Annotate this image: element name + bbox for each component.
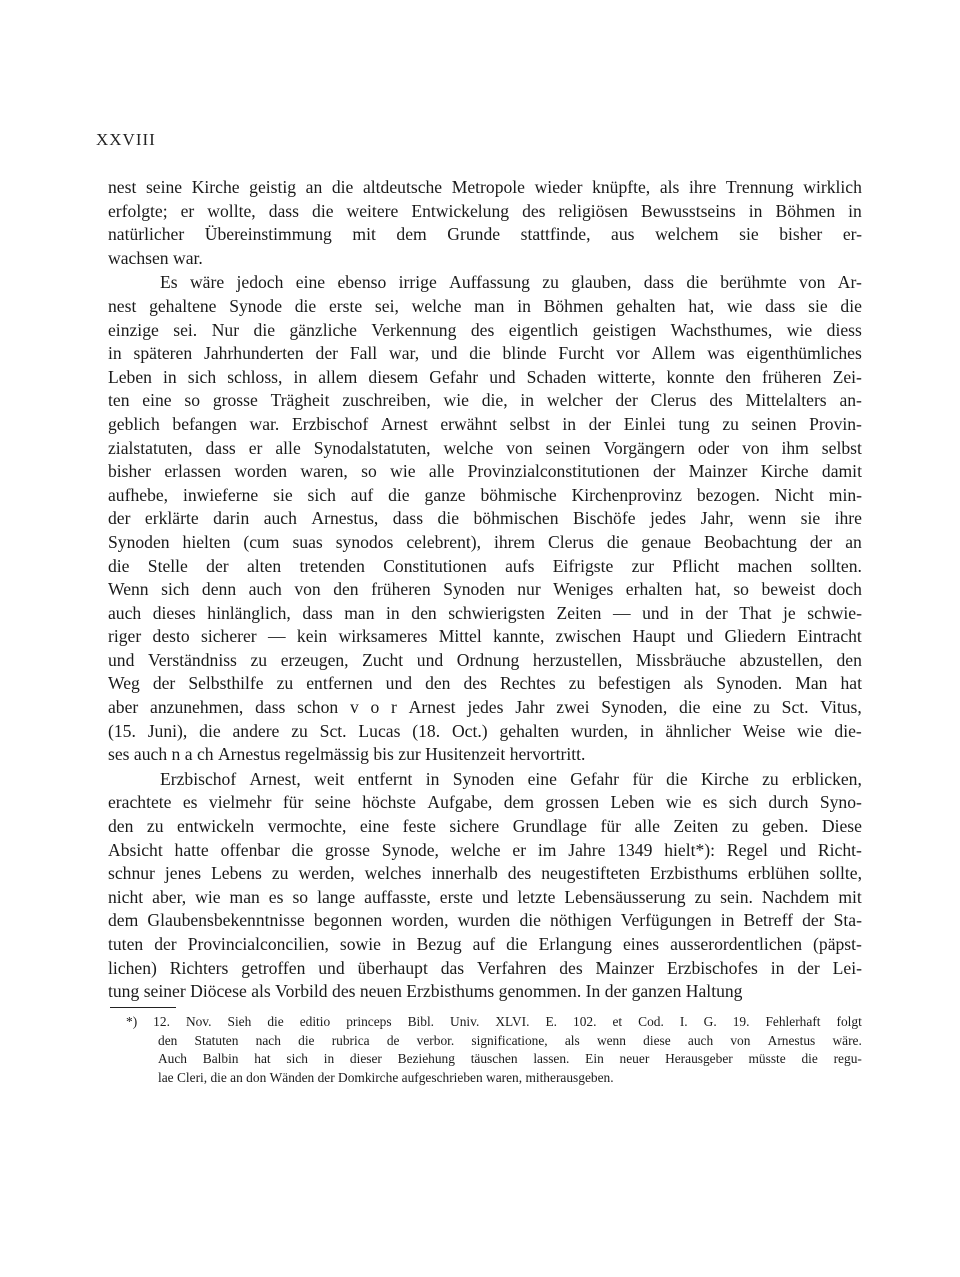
footnote-line: *) 12. Nov. Sieh die editio princeps Bibl. Univ. XLVI. E. 102. et Cod. I. G. 19. Fehlerhaft folgt bbox=[126, 1014, 862, 1029]
text-line: die Stelle der alten tretenden Constitutionen aufs Eifrigste zur Pflicht machen sollten. bbox=[108, 555, 862, 576]
footnote-rule bbox=[110, 1007, 176, 1008]
text-line: erachtete es vielmehr für seine höchste Aufgabe, dem grossen Leben wie es sich durch Syno- bbox=[108, 792, 862, 813]
text-line: dem Glaubensbekenntnisse begonnen worden, wurden die nöthigen Verfügungen in Betreff der Sta- bbox=[108, 910, 862, 931]
text-line: in späteren Jahrhunderten der Fall war, und die blinde Furcht vor Allem was eigenthümliches bbox=[108, 343, 862, 364]
paragraph bbox=[108, 768, 862, 1004]
paragraph bbox=[108, 271, 862, 766]
text-line: der erklärte darin auch Arnestus, dass die böhmischen Bischöfe jedes Jahr, wenn sie ihre bbox=[108, 508, 862, 529]
body-text bbox=[108, 176, 862, 1004]
text-line: einzige sei. Nur die gänzliche Verkennung des eigentlich geistigen Wachsthumes, wie diess bbox=[108, 319, 862, 340]
text-line: Weg der Selbsthilfe zu entfernen und den des Rechtes zu befestigen als Synoden. Man hat bbox=[108, 673, 862, 694]
text-line: lichen) Richters getroffen und überhaupt das Verfahren des Mainzer Erzbischofes in der Lei- bbox=[108, 957, 862, 978]
text-line: aufhebe, inwieferne sie sich auf die ganze böhmische Kirchenprovinz bezogen. Nicht min- bbox=[108, 484, 862, 505]
text-line: Erzbischof Arnest, weit entfernt in Synoden eine Gefahr für die Kirche zu erblicken, bbox=[160, 768, 862, 789]
text-line: nest gehaltene Synode die erste sei, welche man in Böhmen gehalten hat, wie dass sie die bbox=[108, 295, 862, 316]
text-line: schnur jenes Lebens zu werden, welches innerhalb des neugestifteten Erzbisthums erblühen sollte, bbox=[108, 863, 862, 884]
text-line: Wenn sich denn auch von den früheren Synoden nur Weniges erhalten hat, so beweist doch bbox=[108, 579, 862, 600]
text-line: bisher erlassen worden waren, so wie alle Provinzialconstitutionen der Mainzer Kirche damit bbox=[108, 461, 862, 482]
text-line: tuten der Provincialconcilien, sowie in Bezug auf die Erlangung eines ausserordentlichen (päpst- bbox=[108, 934, 862, 954]
text-line: ten eine so grosse Trägheit zuschreiben, wie die, in welcher der Clerus des Mittelalters an- bbox=[108, 390, 862, 411]
text-line: nest seine Kirche geistig an die altdeutsche Metropole wieder knüpfte, als ihre Trennung wirklich bbox=[108, 177, 862, 197]
text-line: Es wäre jedoch eine ebenso irrige Auffassung zu glauben, dass die berühmte von Ar- bbox=[160, 272, 862, 293]
text-line: erfolgte; er wollte, dass die weitere Entwickelung des religiösen Bewusstseins in Böhmen in bbox=[108, 200, 862, 221]
text-line: nicht aber, wie man es so lange auffasste, erste und letzte Lebensäusserung zu sein. Nachdem mit bbox=[108, 886, 862, 907]
text-line: natürlicher Übereinstimmung mit dem Grunde stattfinde, aus welchem sie bisher er- bbox=[108, 224, 862, 245]
footnote-line: Auch Balbin hat sich in dieser Beziehung täuschen lassen. Ein neuer Herausgeber müsste die regu- bbox=[158, 1051, 862, 1066]
footnote-line: lae Cleri, die an don Wänden der Domkirche aufgeschrieben waren, mitherausgeben. bbox=[158, 1069, 614, 1085]
footnote bbox=[108, 1013, 862, 1087]
text-line: und Verständniss zu erzeugen, Zucht und Ordnung herzustellen, Missbräuche abzustellen, den bbox=[108, 649, 862, 670]
text-line: wachsen war. bbox=[108, 247, 203, 268]
text-line: auch dieses hinlänglich, dass man in den schwierigsten Zeiten — und in der That je schwie- bbox=[108, 602, 862, 623]
text-line: (15. Juni), die andere zu Sct. Lucas (18. Oct.) gehalten wurden, in ähnlicher Weise wie die- bbox=[108, 720, 862, 741]
footnote-line: den Statuten nach die rubrica de verbor. significatione, als wenn diese auch von Arnestus wäre. bbox=[158, 1032, 862, 1048]
text-line: aber anzunehmen, dass schon v o r Arnest jedes Jahr zwei Synoden, die eine zu Sct. Vitus, bbox=[108, 697, 862, 718]
page-number-header: XXVIII bbox=[96, 130, 156, 149]
text-line: zialstatuten, dass er alle Synodalstatuten, welche von seinen Vorgängern oder von ihm selbst bbox=[108, 437, 862, 458]
text-line: geblich befangen war. Erzbischof Arnest erwähnt selbst in der Einlei tung zu seinen Provin- bbox=[108, 413, 862, 434]
text-line: Synoden hielten (cum suas synodos celebrent), ihrem Clerus die genaue Beobachtung der an bbox=[108, 531, 862, 552]
text-line: ses auch n a ch Arnestus regelmässig bis zur Husitenzeit hervortritt. bbox=[108, 744, 586, 765]
text-line: Absicht hatte offenbar die grosse Synode, welche er im Jahre 1349 hielt*): Regel und Richt- bbox=[108, 839, 862, 860]
text-line: den zu entwickeln vermochte, eine feste sichere Grundlage für alle Zeiten zu geben. Diese bbox=[108, 816, 862, 837]
text-line: riger desto sicherer — kein wirksameres Mittel kannte, zwischen Haupt und Gliedern Eintracht bbox=[108, 626, 862, 647]
text-line: Leben in sich schloss, in allem diesem Gefahr und Schaden witterte, konnte den früheren Zei- bbox=[108, 366, 862, 387]
paragraph bbox=[108, 176, 862, 270]
text-line: tung seiner Diöcese als Vorbild des neuen Erzbisthums genommen. In der ganzen Haltung bbox=[108, 981, 743, 1002]
